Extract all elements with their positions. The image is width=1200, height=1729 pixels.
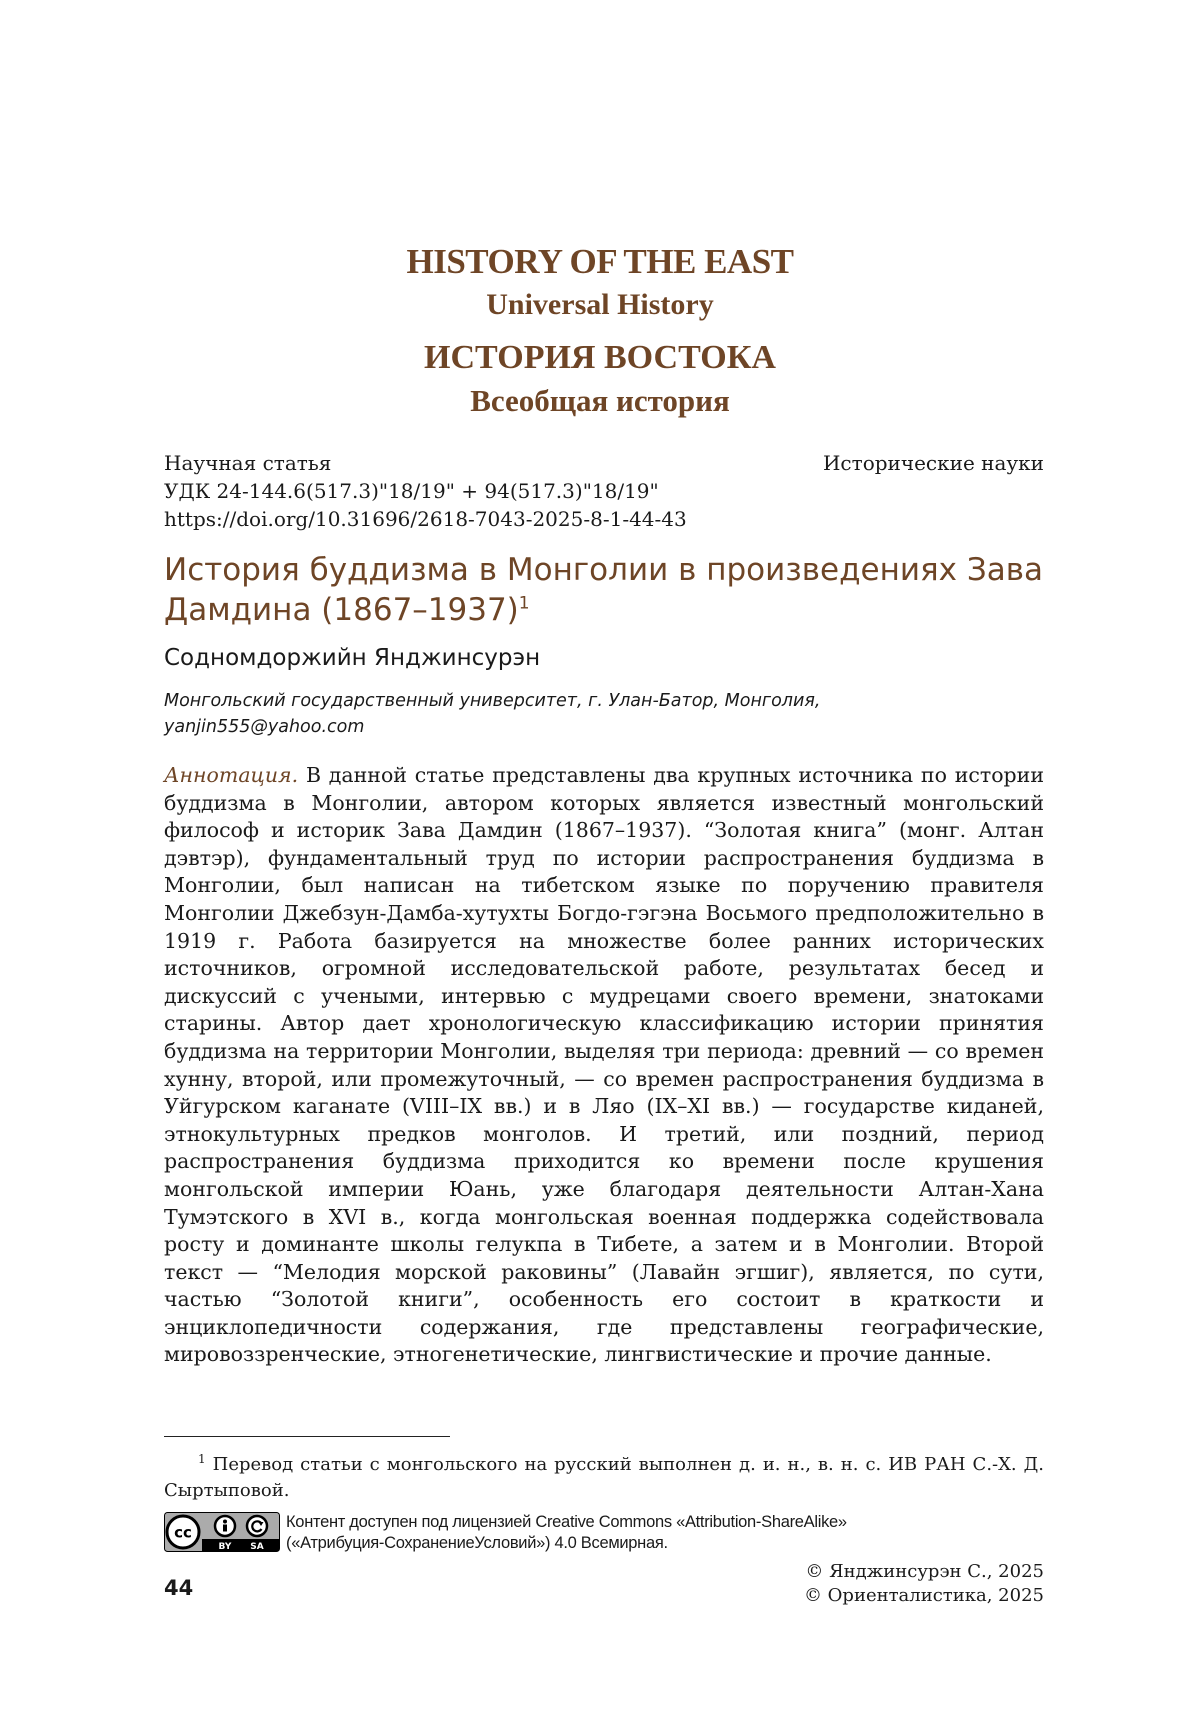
author-email[interactable]: yanjin555@yahoo.com [164,717,365,737]
copyright-journal: © Ориенталистика, 2025 [803,1585,1044,1606]
science-field: Исторические науки [822,451,1044,475]
section-subtitle-en: Universal History [486,288,714,321]
license-text [286,1512,1006,1554]
abstract-label: Аннотация. [164,763,299,787]
license-line-2: («Атрибуция-СохранениеУсловий») 4.0 Всемирная. [286,1534,668,1552]
footnote-mark: 1 [198,1452,206,1466]
section-title-ru: ИСТОРИЯ ВОСТОКА [424,339,776,376]
share-alike-icon [247,1516,267,1536]
footnote-text: Перевод статьи с монгольского на русский выполнен д. и. н., в. н. с. ИВ РАН С.-Х. Д. Сыртыповой. [164,1454,1044,1501]
doi-link[interactable]: https://doi.org/10.31696/2618-7043-2025-8-1-44-43 [164,507,687,531]
copyright-author: © Янджинсурэн С., 2025 [805,1561,1044,1582]
article-title-text: История буддизма в Монголии в произведениях Зава Дамдина (1867–1937) [164,552,1044,628]
section-title-en: HISTORY OF THE EAST [406,242,794,281]
license-line-1: Контент доступен под лицензией Creative Commons «Attribution-ShareAlike» [286,1513,847,1531]
footnote-ref[interactable]: 1 [518,593,530,614]
svg-text:cc: cc [174,1523,192,1542]
page-number: 44 [164,1576,194,1600]
udk-code: УДК 24-144.6(517.3)"18/19" + 94(517.3)"18/19" [164,479,659,503]
badge-by-label: BY [218,1542,232,1552]
footnote-divider [164,1436,450,1437]
badge-sa-label: SA [250,1542,264,1552]
abstract [164,762,1044,1369]
section-subtitle-ru: Всеобщая история [470,383,730,418]
affiliation-text: Монгольский государственный университет, г. Улан-Батор, Монголия, [164,691,821,711]
footnote [164,1446,1044,1504]
abstract-text: В данной статье представлены два крупных источника по истории буддизма в Монголии, автором которых является известный монгольский философ и историк Зава Дамдин (1867–1937). “Золотая книга” (монг. Алтан дэвтэр), фундаментальный труд по истории распространения буддизма в Монголии, был написан на тибетском языке по поручению правителя Монголии Джебзун-Дамба-хутухты Богдо-гэгэна Восьмого предположительно в 1919 г. Работа базируется на множестве более ранних исторических источников, огромной исследовательской работе, результатах бесед и дискуссий с учеными, интервью с мудрецами своего времени, знатоками старины. Автор дает хронологическую классификацию истории принятия буддизма на территории Монголии, выделяя три периода: древний — со времен хунну, второй, или промежуточный, — со времен распространения буддизма в Уйгурском каганате (VIII–IX вв.) и в Ляо (IX–XI вв.) — государстве киданей, этнокультурных предков монголов. И третий, или поздний, период распространения буддизма приходится ко времени после крушения монгольской империи Юань, уже благодаря деятельности Алтан-Хана Тумэтского в XVI в., когда монгольская военная поддержка содействовала росту и доминанте школы гелукпа в Тибете, а затем и в Монголии. Второй текст — “Мелодия морской раковины” (Лавайн эгшиг), является, по сути, частью “Золотой книги”, особенность его состоит в краткости и энциклопедичности содержания, где представлены географические, мировоззренческие, этногенетические, лингвистические и прочие данные. [164,763,1044,1367]
article-type: Научная статья [164,451,332,475]
author-name: Содномдоржийн Янджинсурэн [164,645,541,671]
article-title [164,550,1044,630]
author-affiliation [164,688,1044,740]
cc-by-sa-badge[interactable] [164,1512,280,1552]
